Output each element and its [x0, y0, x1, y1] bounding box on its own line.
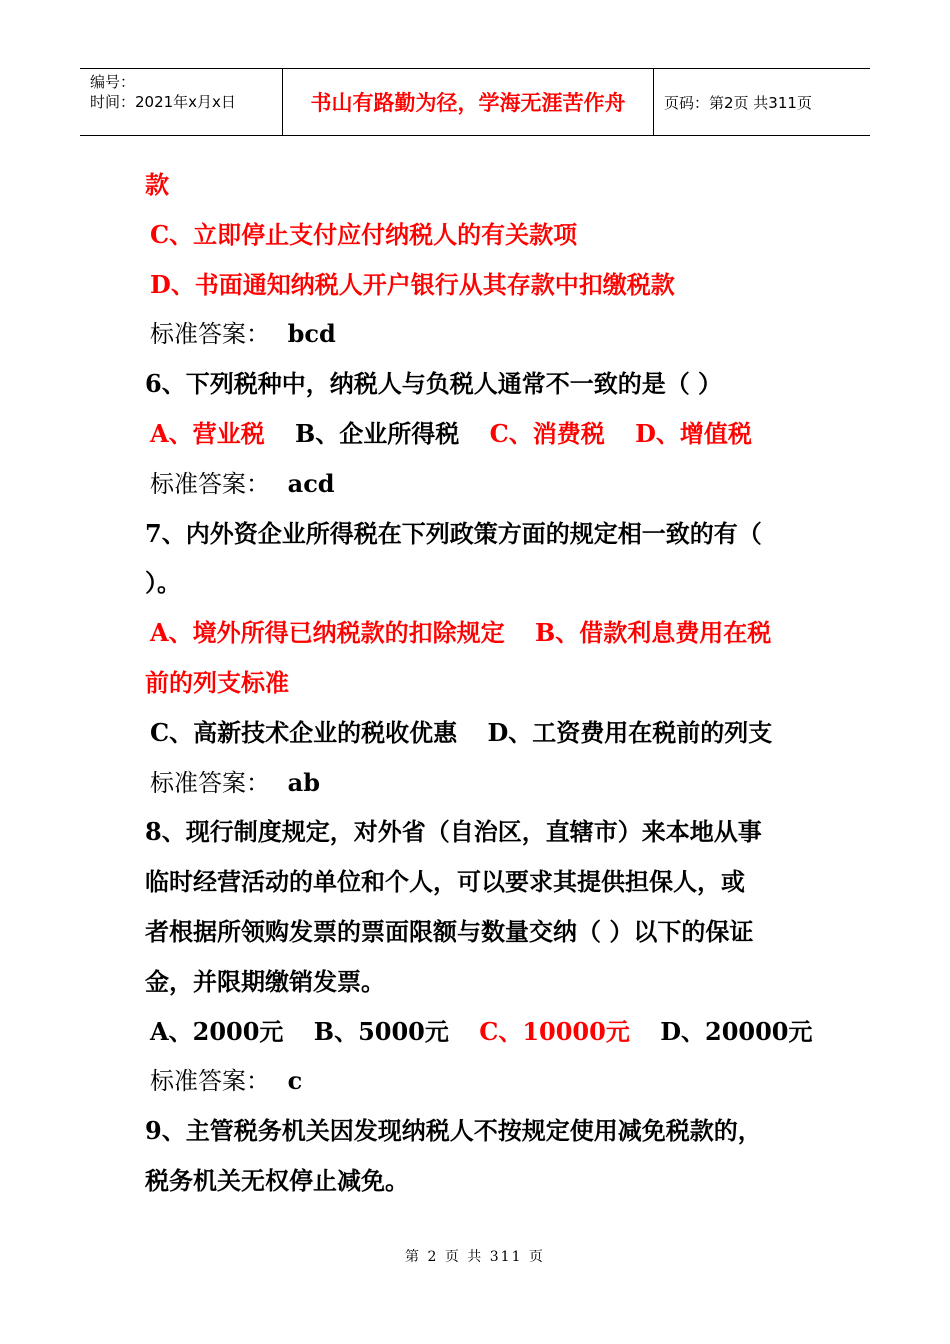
question-line: 9、主管税务机关因发现纳税人不按规定使用减免税款的，	[145, 1116, 762, 1146]
answer-label: 标准答案：	[150, 768, 270, 797]
question-line: ）。	[145, 568, 181, 598]
page-footer: 第 2 页 共 311 页	[405, 1249, 545, 1265]
page-header	[80, 68, 870, 136]
text-line: 款	[145, 170, 169, 199]
option-a: A、境外所得已纳税款的扣除规定	[150, 618, 505, 648]
question-line: 6、下列税种中，纳税人与负税人通常不一致的是（ ）	[145, 369, 723, 399]
question-line: 金，并限期缴销发票。	[145, 966, 385, 996]
options-line	[145, 608, 815, 658]
answer-line	[145, 309, 815, 359]
document-number-label: 编号：	[90, 73, 136, 91]
document-body	[145, 160, 815, 1206]
question-line: 税务机关无权停止减免。	[145, 1165, 409, 1195]
option-d: D、工资费用在税前的列支	[487, 717, 773, 747]
option-a: A、营业税	[150, 418, 265, 448]
answer-line	[145, 459, 815, 509]
document-date-label: 时间：2021年x月x日	[90, 93, 236, 111]
answer-line	[145, 758, 815, 808]
question-line: 临时经营活动的单位和个人，可以要求其提供担保人，或	[145, 867, 745, 897]
question-line: 7、内外资企业所得税在下列政策方面的规定相一致的有（	[145, 518, 762, 548]
option-line: C、立即停止支付应付纳税人的有关款项	[150, 219, 578, 249]
option-d: D、20000元	[660, 1016, 813, 1046]
option-line: D、书面通知纳税人开户银行从其存款中扣缴税款	[150, 269, 675, 299]
answer-value: c	[287, 1066, 303, 1096]
options-line	[145, 409, 815, 459]
option-b: B、借款利息费用在税	[534, 618, 772, 648]
options-line	[145, 708, 815, 758]
option-c: C、10000元	[479, 1016, 630, 1046]
question-line: 者根据所领购发票的票面限额与数量交纳（ ）以下的保证	[145, 916, 754, 946]
option-d: D、增值税	[635, 418, 752, 448]
header-page-info: 页码：第2页 共311页	[664, 93, 812, 112]
options-line	[145, 1007, 815, 1057]
answer-value: acd	[287, 468, 335, 498]
answer-value: bcd	[287, 319, 336, 349]
header-left-cell	[80, 69, 282, 135]
answer-label: 标准答案：	[150, 320, 270, 349]
answer-label: 标准答案：	[150, 469, 270, 498]
answer-line	[145, 1056, 815, 1106]
option-b: B、企业所得税	[294, 418, 460, 448]
answer-label: 标准答案：	[150, 1067, 270, 1096]
option-c: C、高新技术企业的税收优惠	[150, 717, 458, 747]
option-a: A、2000元	[150, 1016, 284, 1046]
option-line: 前的列支标准	[145, 667, 289, 697]
option-c: C、消费税	[489, 418, 605, 448]
answer-value: ab	[287, 767, 320, 797]
option-b: B、5000元	[313, 1016, 449, 1046]
header-motto: 书山有路勤为径，学海无涯苦作舟	[282, 69, 654, 135]
question-line: 8、现行制度规定，对外省（自治区，直辖市）来本地从事	[145, 817, 762, 847]
